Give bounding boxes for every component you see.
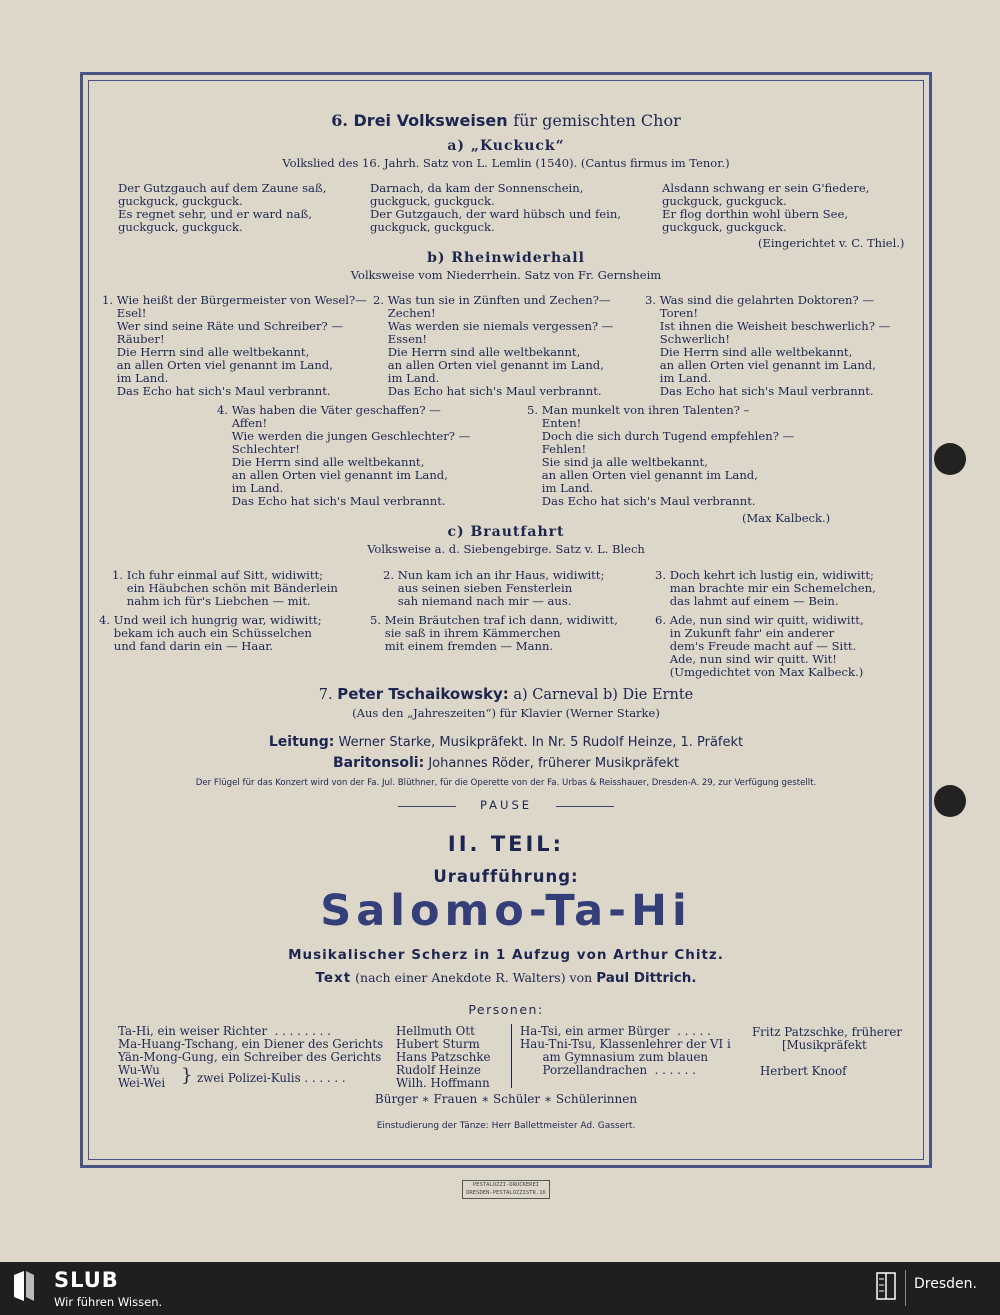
cast-left-actors: Hellmuth Ott Hubert Sturm Hans Patzschke Rudolf Heinze Wilh. Hoffmann	[396, 1024, 491, 1090]
leitung-line: Leitung: Werner Starke, Musikpräfekt. In Nr. 5 Rudolf Heinze, 1. Präfekt	[268, 734, 744, 750]
footer-divider	[905, 1270, 906, 1306]
section-6-heading: 6. Drei Volksweisen für gemischten Chor	[331, 111, 681, 130]
cast-right-actor-2: Herbert Knoof	[760, 1064, 847, 1078]
cast-right-actor-1: Fritz Patzschke, früherer	[752, 1025, 903, 1039]
slub-brand: SLUB	[54, 1268, 119, 1292]
cast-left-roles: Ta-Hi, ein weiser Richter . . . . . . . . Ma-Huang-Tschang, ein Diener des Gerichts Yän-Mong-Gung, ein Schreiber des Gerichts Wu-Wu Wei-Wei	[118, 1024, 384, 1090]
brautfahrt-title: c) Brautfahrt	[447, 524, 565, 540]
ensemble-line: Bürger ∗ Frauen ∗ Schüler ∗ Schülerinnen	[374, 1092, 638, 1106]
pause-label: PAUSE	[479, 798, 533, 812]
operetta-text-credit: Text (nach einer Anekdote R. Walters) von Paul Dittrich.	[315, 970, 697, 986]
kuckuck-verse-3: Alsdann schwang er sein G'fiedere, guckguck, guckguck. Er flog dorthin wohl übern See, guckguck, guckguck.	[662, 181, 870, 234]
tanz-note: Einstudierung der Tänze: Herr Ballettmeister Ad. Gassert.	[376, 1121, 636, 1131]
kuckuck-title: a) „Kuckuck“	[447, 138, 565, 154]
dresden-coat-of-arms-icon	[876, 1271, 896, 1303]
rheinwiderhall-verse-3: 3. Was sind die gelahrten Doktoren? — Toren! Ist ihnen die Weisheit beschwerlich? — Schwerlich! Die Herrn sind alle weltbekannt, an allen Orten viel genannt im Land, im Land. Das Echo hat sich's Maul verbrannt.	[645, 293, 891, 398]
brautfahrt-verse-3: 3. Doch kehrt ich lustig ein, widiwitt; man brachte mir ein Schemelchen, das lahmt auf einem — Bein.	[655, 568, 876, 608]
brautfahrt-verse-5: 5. Mein Bräutchen traf ich dann, widiwitt, sie saß in ihrem Kämmerchen mit einem fremden — Mann.	[370, 613, 618, 653]
dresden-label: Dresden.	[914, 1276, 977, 1292]
slub-logo-icon	[12, 1271, 36, 1303]
section-7-heading: 7. Peter Tschaikowsky: a) Carneval b) Die Ernte	[318, 685, 694, 703]
brautfahrt-verse-4: 4. Und weil ich hungrig war, widiwitt; bekam ich auch ein Schüsselchen und fand darin ein — Haar.	[99, 613, 322, 653]
brautfahrt-subtitle: Volksweise a. d. Siebengebirge. Satz v. L. Blech	[367, 542, 645, 556]
cast-divider	[511, 1024, 512, 1088]
personen-heading: Personen:	[468, 1002, 544, 1017]
cast-right-roles: Ha-Tsi, ein armer Bürger . . . . . Hau-Tni-Tsu, Klassenlehrer der VI i am Gymnasium zum blauen Porzellandrachen . . . . . .	[520, 1024, 731, 1077]
cast-brace-text: zwei Polizei-Kulis . . . . . .	[197, 1071, 346, 1085]
kuckuck-verse-1: Der Gutzgauch auf dem Zaune saß, guckguck, guckguck. Es regnet sehr, und er ward naß, guckguck, guckguck.	[118, 181, 327, 234]
rheinwiderhall-verse-2: 2. Was tun sie in Zünften und Zechen?— Zechen! Was werden sie niemals vergessen? — Essen! Die Herrn sind alle weltbekannt, an allen Orten viel genannt im Land, im Land. Das Echo hat sich's Maul verbrannt.	[373, 293, 614, 398]
cast-right-actor-1b: [Musikpräfekt	[782, 1038, 867, 1052]
pause-rule-right	[556, 806, 614, 807]
punch-hole	[934, 785, 966, 817]
rheinwiderhall-verse-1: 1. Wie heißt der Bürgermeister von Wesel?— Esel! Wer sind seine Räte und Schreiber? — Räuber! Die Herrn sind alle weltbekannt, an allen Orten viel genannt im Land, im Land. Das Echo hat sich's Maul verbrannt.	[102, 293, 367, 398]
kuckuck-subtitle: Volkslied des 16. Jahrh. Satz von L. Lemlin (1540). (Cantus firmus im Tenor.)	[282, 156, 730, 170]
brautfahrt-verse-2: 2. Nun kam ich an ihr Haus, widiwitt; aus seinen sieben Fensterlein sah niemand nach mir — aus.	[383, 568, 605, 608]
printer-stamp: PESTALOZZI-DRUCKEREI DRESDEN-PESTALOZZISTR.16	[462, 1180, 550, 1199]
section-7-subtitle: (Aus den „Jahreszeiten“) für Klavier (Werner Starke)	[352, 706, 660, 720]
brautfahrt-verse-1: 1. Ich fuhr einmal auf Sitt, widiwitt; ein Häubchen schön mit Bänderlein nahm ich für's Liebchen — mit.	[112, 568, 338, 608]
punch-hole	[934, 443, 966, 475]
operetta-subtitle: Musikalischer Scherz in 1 Aufzug von Arthur Chitz.	[288, 947, 724, 963]
rheinwiderhall-verse-4: 4. Was haben die Väter geschaffen? — Affen! Wie werden die jungen Geschlechter? — Schlechter! Die Herrn sind alle weltbekannt, an allen Orten viel genannt im Land, im Land. Das Echo hat sich's Maul verbrannt.	[217, 403, 471, 508]
brautfahrt-verse-6: 6. Ade, nun sind wir quitt, widiwitt, in Zukunft fahr' ein anderer dem's Freude macht auf — Sitt. Ade, nun sind wir quitt. Wit! (Umgedichtet von Max Kalbeck.)	[655, 613, 864, 679]
urauffuehrung-label: Uraufführung:	[433, 867, 579, 886]
bariton-line: Baritonsoli: Johannes Röder, früherer Musikpräfekt	[332, 755, 680, 771]
rheinwiderhall-credit: (Max Kalbeck.)	[742, 511, 831, 525]
part-two-heading: II. TEIL:	[447, 832, 565, 856]
rheinwiderhall-subtitle: Volksweise vom Niederrhein. Satz von Fr. Gernsheim	[350, 268, 662, 282]
slub-tagline: Wir führen Wissen.	[54, 1295, 163, 1309]
cast-brace: }	[181, 1065, 193, 1086]
rheinwiderhall-title: b) Rheinwiderhall	[427, 250, 585, 266]
fluegel-note: Der Flügel für das Konzert wird von der Fa. Jul. Blüthner, für die Operette von der Fa. Urbas & Reisshauer, Dresden-A. 29, zur Verfügung gestellt.	[195, 778, 817, 788]
kuckuck-credit: (Eingerichtet v. C. Thiel.)	[758, 236, 905, 250]
slub-footer	[0, 1262, 1000, 1315]
rheinwiderhall-verse-5: 5. Man munkelt von ihren Talenten? – Enten! Doch die sich durch Tugend empfehlen? — Fehlen! Sie sind ja alle weltbekannt, an allen Orten viel genannt im Land, im Land. Das Echo hat sich's Maul verbrannt.	[527, 403, 795, 508]
kuckuck-verse-2: Darnach, da kam der Sonnenschein, guckguck, guckguck. Der Gutzgauch, der ward hübsch und fein, guckguck, guckguck.	[370, 181, 622, 234]
operetta-title: Salomo-Ta-Hi	[320, 886, 692, 936]
